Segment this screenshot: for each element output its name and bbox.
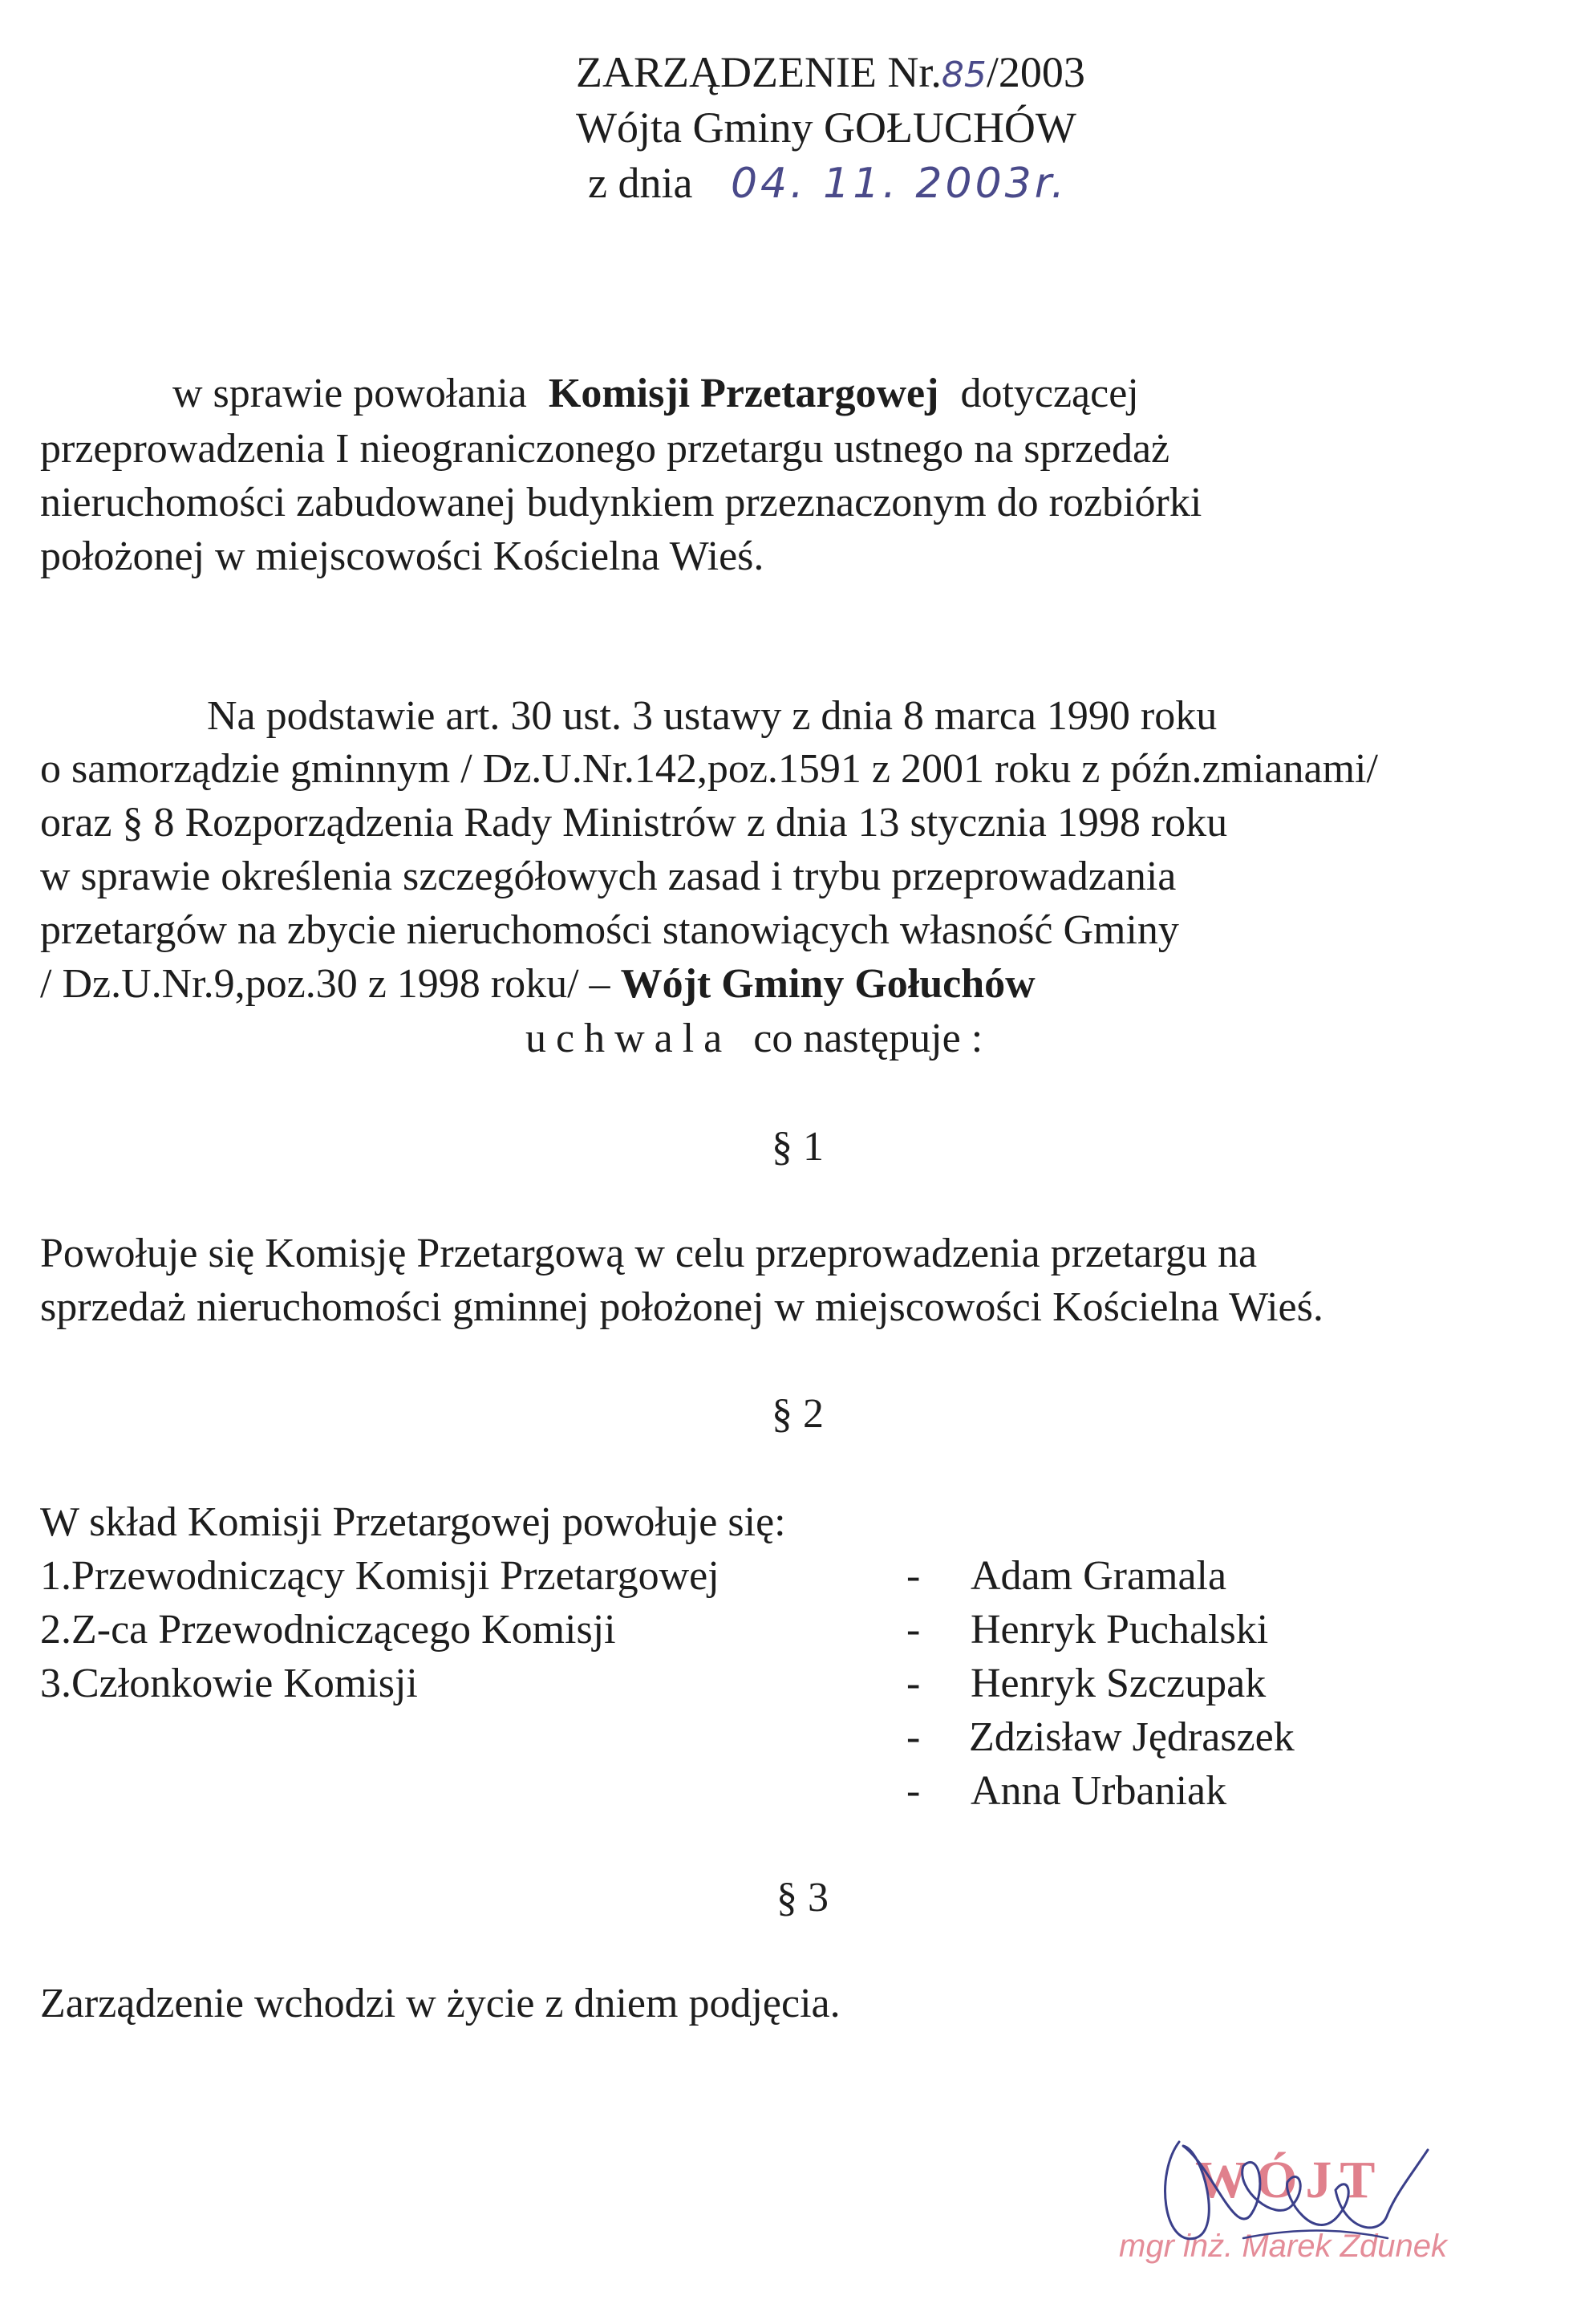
signature-underline <box>1243 2231 1388 2238</box>
basis-line-7 <box>525 1012 983 1065</box>
issuer-line: Wójta Gminy GOŁUCHÓW <box>576 103 1076 152</box>
signature-stroke <box>1165 2142 1428 2239</box>
basis-bold: Wójt Gminy Gołuchów <box>620 961 1036 1007</box>
committee-member-name: Henryk Puchalski <box>971 1607 1269 1653</box>
committee-role: 2.Z-ca Przewodniczącego Komisji <box>40 1607 616 1653</box>
committee-row <box>40 1604 1484 1657</box>
section-2-intro: W skład Komisji Przetargowej powołuje się: <box>40 1499 786 1545</box>
committee-row <box>40 1657 1484 1710</box>
committee-role: 1.Przewodniczący Komisji Przetargowej <box>40 1553 719 1599</box>
committee-member-name: Zdzisław Jędraszek <box>969 1714 1295 1760</box>
section-3-text: Zarządzenie wchodzi w życie z dniem podjęcia. <box>40 1981 841 2026</box>
committee-member-name: Henryk Szczupak <box>971 1661 1267 1706</box>
stamp-title: WÓJT <box>1195 2151 1384 2209</box>
stamp-name: mgr inż. Marek Zdunek <box>1119 2229 1448 2264</box>
row-dash: - <box>906 1714 921 1760</box>
basis-line-4: w sprawie określenia szczegółowych zasad i trybu przeprowadzania <box>40 854 1177 899</box>
handwritten-number: 85 <box>941 55 987 95</box>
resolves-rest: co następuje : <box>753 1016 983 1061</box>
resolves-word: uchwala <box>525 1016 732 1061</box>
date-label: z dnia <box>588 159 693 207</box>
handwritten-signature <box>1147 2118 1452 2294</box>
basis-line-1: Na podstawie art. 30 ust. 3 ustawy z dnia 8 marca 1990 roku <box>207 693 1218 739</box>
row-dash: - <box>906 1768 921 1814</box>
basis-text: / Dz.U.Nr.9,poz.30 z 1998 roku/ – <box>40 961 610 1007</box>
basis-line-2: o samorządzie gminnym / Dz.U.Nr.142,poz.1591 z 2001 roku z późn.zmianami/ <box>40 746 1378 792</box>
subject-bold: Komisji Przetargowej <box>548 371 939 416</box>
title-suffix: /2003 <box>986 48 1085 96</box>
document-title <box>576 44 1085 103</box>
row-dash: - <box>906 1607 921 1653</box>
title-prefix: ZARZĄDZENIE Nr. <box>576 48 942 96</box>
row-dash: - <box>906 1553 921 1599</box>
section-1-heading: § 1 <box>772 1124 824 1170</box>
subject-line-4: położonej w miejscowości Kościelna Wieś. <box>40 533 764 579</box>
section-1-line-2: sprzedaż nieruchomości gminnej położonej w miejscowości Kościelna Wieś. <box>40 1284 1323 1330</box>
basis-line-6 <box>40 958 1036 1011</box>
committee-member-name: Adam Gramala <box>971 1553 1227 1599</box>
subject-line-3: nieruchomości zabudowanej budynkiem przeznaczonym do rozbiórki <box>40 480 1202 525</box>
committee-role: 3.Członkowie Komisji <box>40 1661 418 1706</box>
basis-line-3: oraz § 8 Rozporządzenia Rady Ministrów z dnia 13 stycznia 1998 roku <box>40 800 1228 846</box>
committee-row <box>40 1550 1484 1603</box>
handwritten-date: 04. 11. 2003r. <box>730 160 1068 208</box>
subject-text-b: dotyczącej <box>960 371 1139 416</box>
section-2-heading: § 2 <box>772 1391 824 1437</box>
committee-member-name: Anna Urbaniak <box>971 1768 1227 1814</box>
date-line <box>588 155 1068 212</box>
subject-line-2: przeprowadzenia I nieograniczonego przetargu ustnego na sprzedaż <box>40 426 1170 472</box>
section-1-line-1: Powołuje się Komisję Przetargową w celu przeprowadzenia przetargu na <box>40 1231 1258 1276</box>
row-dash: - <box>906 1661 921 1706</box>
basis-line-5: przetargów na zbycie nieruchomości stanowiących własność Gminy <box>40 907 1179 953</box>
section-3-heading: § 3 <box>776 1875 829 1920</box>
subject-text-a: w sprawie powołania <box>172 371 527 416</box>
subject-line-1 <box>172 367 1139 420</box>
